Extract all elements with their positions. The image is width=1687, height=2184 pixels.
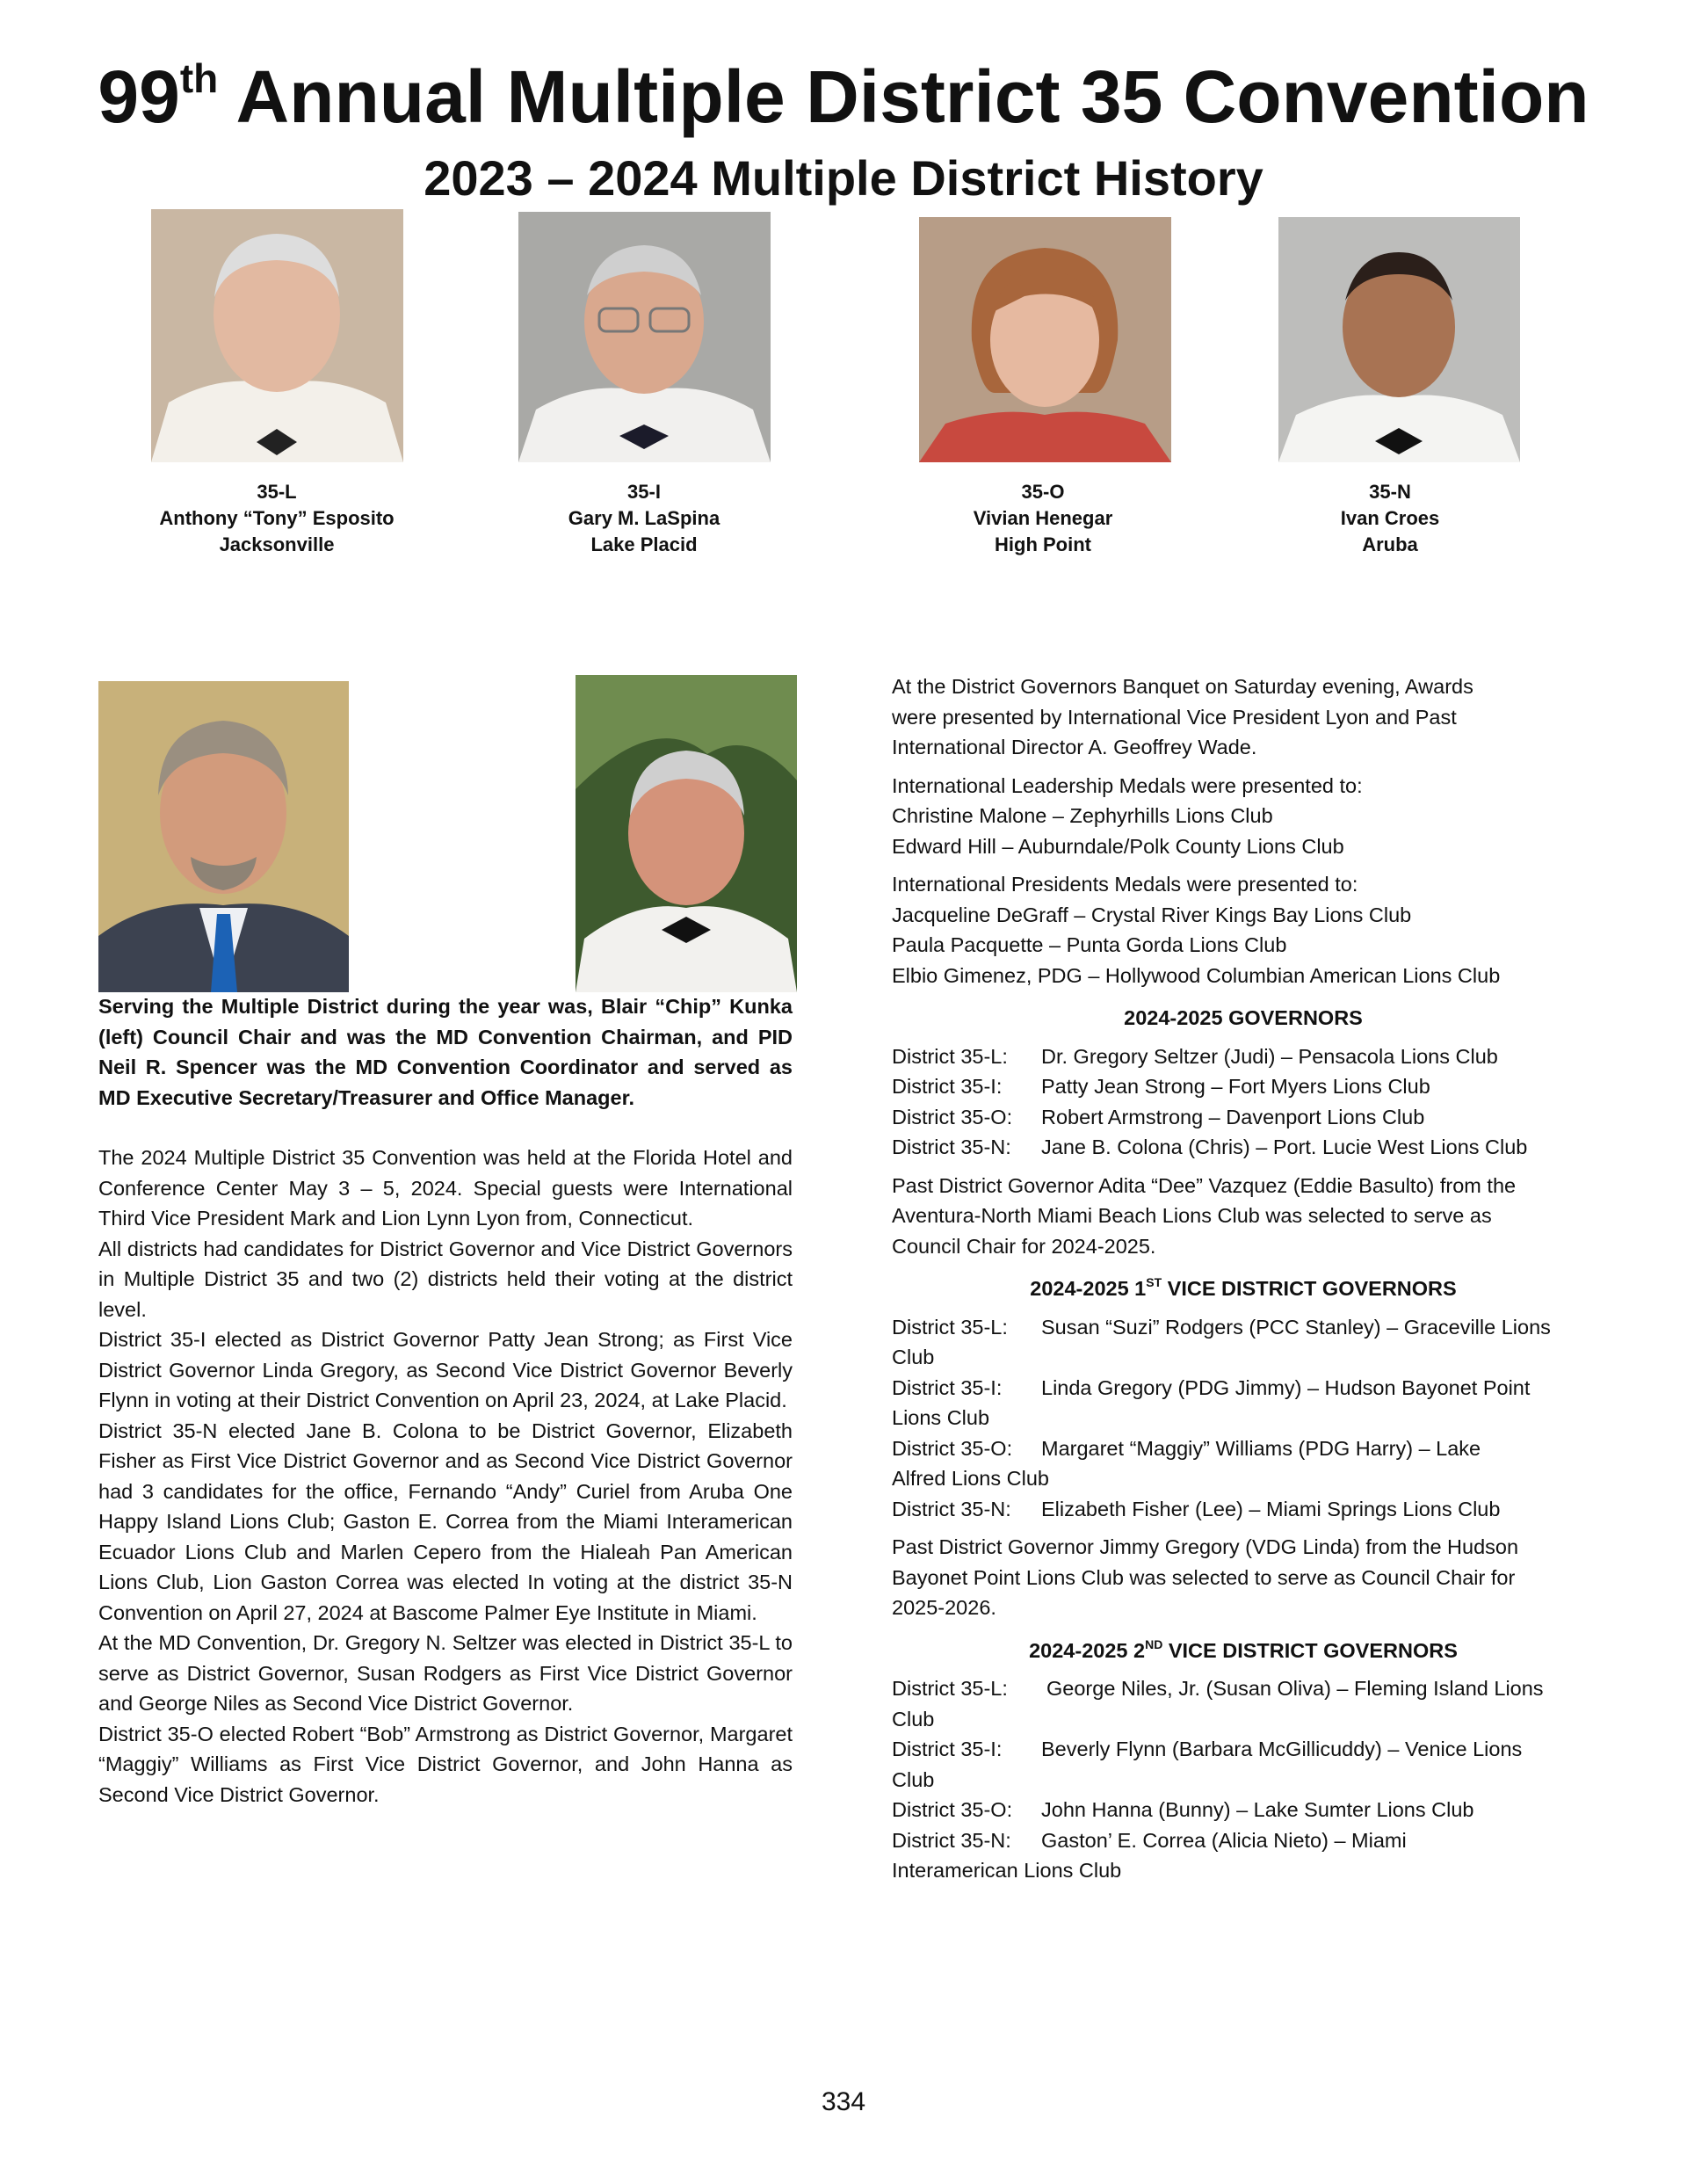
caption-district: 35-I [627,481,661,503]
first-vice-entry: District 35-L: Susan “Suzi” Rodgers (PCC Stanley) – Graceville Lions Club [892,1315,1551,1368]
leadership-medals-line: Christine Malone – Zephyrhills Lions Club [892,804,1273,827]
governor-entry: District 35-L: Dr. Gregory Seltzer (Judi) – Pensacola Lions Club [892,1044,1498,1068]
history-paragraph: All districts had candidates for District Governor and Vice District Governors in Multiple District 35 and two (2) districts held their voting at the district level. [98,1237,793,1321]
banquet-line: At the District Governors Banquet on Saturday evening, Awards [892,675,1473,698]
portrait-henegar [919,217,1171,462]
banquet-line: were presented by International Vice President Lyon and Past [892,705,1457,729]
caption-35-o [889,479,1197,558]
presidents-medals-line: International Presidents Medals were presented to: [892,873,1358,896]
awards-and-officers [892,671,1595,1886]
presidents-medals-line: Elbio Gimenez, PDG – Hollywood Columbian American Lions Club [892,963,1501,987]
page-subtitle: 2023 – 2024 Multiple District History [424,150,1263,206]
council-chair-line: Aventura-North Miami Beach Lions Club was selected to serve as [892,1204,1492,1227]
caption-district: 35-N [1369,481,1411,503]
caption-city: High Point [995,533,1091,555]
second-vice-entry: District 35-I: Beverly Flynn (Barbara McGillicuddy) – Venice Lions Club [892,1738,1523,1791]
history-paragraph: District 35-N elected Jane B. Colona to be District Governor, Elizabeth Fisher as First Vice District Governor and as Second Vice District Governor had 3 candidates for the office, Fernando “Andy” Curiel from Aruba One Happy Island Lions Club; Gaston E. Correa from the Miami Interamerican Ecuador Lions Club and Marlen Cepero from the Hialeah Pan American Lions Club, Lion Gaston Correa was elected In voting at the district 35-N Convention on April 27, 2024 at Bascome Palmer Eye Institute in Miami. [98,1419,793,1624]
history-paragraph: District 35-O elected Robert “Bob” Armstrong as District Governor, Margaret “Maggiy” Williams as First Vice District Governor, and John Hanna as Second Vice District Governor. [98,1722,793,1806]
page-number: 334 [821,2087,866,2116]
council-chair-line: Past District Governor Adita “Dee” Vazquez (Eddie Basulto) from the [892,1173,1517,1197]
first-vice-heading: 2024-2025 1ST VICE DISTRICT GOVERNORS [1030,1275,1457,1300]
portrait-laspina [518,212,771,462]
second-vice-entry: District 35-N: Gaston’ E. Correa (Alicia Nieto) – Miami Interamerican Lions Club [892,1828,1407,1882]
leadership-medals-line: International Leadership Medals were presented to: [892,773,1363,797]
caption-city: Aruba [1362,533,1418,555]
portrait-spencer [576,675,797,992]
leadership-medals-line: Edward Hill – Auburndale/Polk County Lions Club [892,834,1344,858]
second-vice-entry: District 35-O: John Hanna (Bunny) – Lake Sumter Lions Club [892,1798,1474,1821]
convention-history [98,1143,793,1810]
first-vice-entry: District 35-N: Elizabeth Fisher (Lee) – Miami Springs Lions Club [892,1497,1501,1520]
history-paragraph: The 2024 Multiple District 35 Convention was held at the Florida Hotel and Conference Center May 3 – 5, 2024. Special guests were International Third Vice President Mark and Lion Lynn Lyon from, Connecticut. [98,1146,793,1230]
caption-district: 35-O [1021,481,1065,503]
presidents-medals-line: Paula Pacquette – Punta Gorda Lions Club [892,933,1287,956]
history-paragraph: At the MD Convention, Dr. Gregory N. Seltzer was elected in District 35-L to serve as District Governor, Susan Rodgers as First Vice District Governor and George Niles as Second Vice District Governor. [98,1631,793,1715]
governor-entry: District 35-O: Robert Armstrong – Davenport Lions Club [892,1105,1425,1128]
portrait-kunka [98,681,349,992]
portrait-croes [1278,217,1520,462]
caption-name: Gary M. LaSpina [568,507,720,529]
second-vice-entry: District 35-L: George Niles, Jr. (Susan Oliva) – Fleming Island Lions Club [892,1677,1544,1731]
governors-heading: 2024-2025 GOVERNORS [1124,1006,1363,1029]
presidents-medals-line: Jacqueline DeGraff – Crystal River Kings Bay Lions Club [892,903,1412,926]
banquet-line: International Director A. Geoffrey Wade. [892,736,1257,758]
first-vice-entry: District 35-O: Margaret “Maggiy” Williams (PDG Harry) – Lake Alfred Lions Club [892,1436,1481,1490]
caption-35-i [490,479,798,558]
first-vice-entry: District 35-I: Linda Gregory (PDG Jimmy) – Hudson Bayonet Point Lions Club [892,1375,1531,1429]
portrait-esposito [151,209,403,462]
council-chair-line: 2025-2026. [892,1596,996,1619]
leadership-text: Serving the Multiple District during the year was, Blair “Chip” Kunka (left) Council Chair and was the MD Convention Chairman, and PID Neil R. Spencer was the MD Convention Coordinator and served as MD Executive Secretary/Treasurer and Office Manager. [98,995,793,1109]
caption-district: 35-L [257,481,297,503]
governor-entry: District 35-N: Jane B. Colona (Chris) – Port. Lucie West Lions Club [892,1136,1528,1158]
council-chair-line: Past District Governor Jimmy Gregory (VDG Linda) from the Hudson [892,1535,1519,1558]
caption-city: Jacksonville [219,533,335,555]
page-title: 99th Annual Multiple District 35 Convention [98,55,1589,138]
caption-city: Lake Placid [590,533,698,555]
caption-name: Anthony “Tony” Esposito [159,507,395,529]
council-chair-line: Council Chair for 2024-2025. [892,1234,1156,1258]
leadership-caption [98,991,793,1113]
second-vice-heading: 2024-2025 2ND VICE DISTRICT GOVERNORS [1029,1636,1458,1662]
caption-35-l [123,479,431,558]
history-paragraph: District 35-I elected as District Governor Patty Jean Strong; as First Vice District Governor Linda Gregory, as Second Vice District Governor Beverly Flynn in voting at their District Convention on April 23, 2024, at Lake Placid. [98,1328,793,1411]
caption-name: Ivan Croes [1340,507,1440,529]
caption-35-n [1236,479,1544,558]
caption-name: Vivian Henegar [973,507,1113,529]
governor-entry: District 35-I: Patty Jean Strong – Fort Myers Lions Club [892,1075,1430,1098]
council-chair-line: Bayonet Point Lions Club was selected to serve as Council Chair for [892,1565,1516,1589]
